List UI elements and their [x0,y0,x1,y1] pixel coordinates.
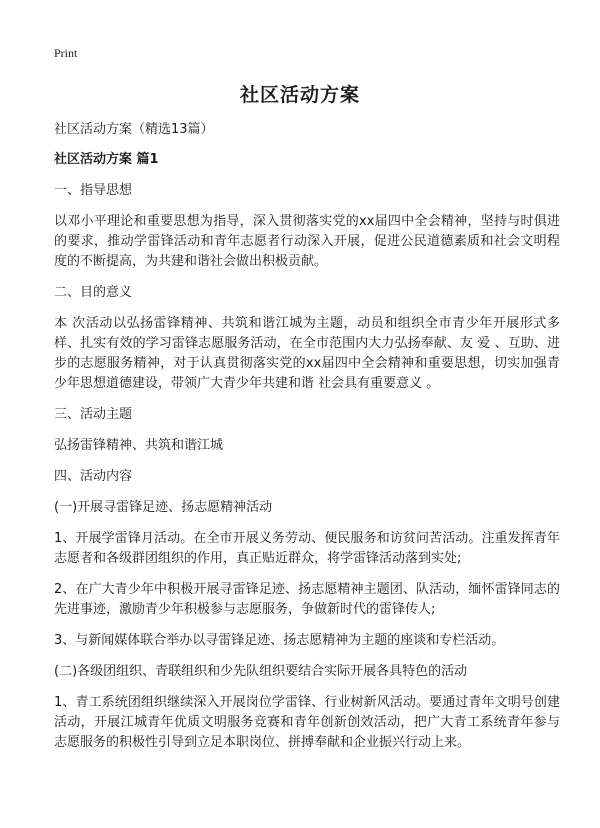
print-link[interactable]: Print [54,46,78,60]
list-item-4: 1、青工系统团组织继续深入开展岗位学雷锋、行业树新风活动。要通过青年文明号创建活动，开展江城青年优质文明服务竞赛和青年创新创效活动，把广大青工系统青年参与志愿服务的积极性引导到立足本职岗位、拼搏奉献和企业振兴行动上来。 [54,695,560,750]
paragraph-guiding-ideology: 以邓小平理论和重要思想为指导，深入贯彻落实党的xx届四中全会精神，坚持与时俱进的要求，推动学雷锋活动和青年志愿者行动深入开展，促进公民道德素质和社会文明程度的不断提高，为共建和谐社会做出积极贡献。 [54,214,560,269]
subheading-activity-2: (二)各级团组织、青联组织和少先队组织要结合实际开展各具特色的活动 [54,664,468,679]
heading-purpose: 二、目的意义 [54,285,133,300]
heading-content: 四、活动内容 [54,469,133,484]
list-item-2: 2、在广大青少年中积极开展寻雷锋足迹、扬志愿精神主题团、队活动，缅怀雷锋同志的先进事迹，激励青少年积极参与志愿服务，争做新时代的雷锋传人; [54,582,560,617]
document-body [54,120,560,764]
paragraph-purpose: 本 次活动以弘扬雷锋精神、共筑和谐江城为主题，动员和组织全市青少年开展形式多样、扎实有效的学习雷锋志愿服务活动，在全市范围内大力弘扬奉献、友 爱 、互助、进步的志愿服务精神，对于认真贯彻落实党的xx届四中全会精神和重要思想，切实加强青少年思想道德建设，带领广大青少年共建和谐 社会具有重要意义 。 [54,316,560,391]
document-subtitle: 社区活动方案（精选13篇） [54,122,214,137]
subheading-activity-1: (一)开展寻雷锋足迹、扬志愿精神活动 [54,500,273,515]
paragraph-theme: 弘扬雷锋精神、共筑和谐江城 [54,438,224,453]
heading-guiding-ideology: 一、指导思想 [54,183,133,198]
section-title: 社区活动方案 篇1 [54,152,159,167]
document-title: 社区活动方案 [239,84,360,106]
list-item-1: 1、开展学雷锋月活动。在全市开展义务劳动、便民服务和访贫问苦活动。注重发挥青年志愿者和各级群团组织的作用，真正贴近群众，将学雷锋活动落到实处; [54,531,560,566]
list-item-3: 3、与新闻媒体联合举办以寻雷锋足迹、扬志愿精神为主题的座谈和专栏活动。 [54,633,505,648]
heading-theme: 三、活动主题 [54,407,133,422]
